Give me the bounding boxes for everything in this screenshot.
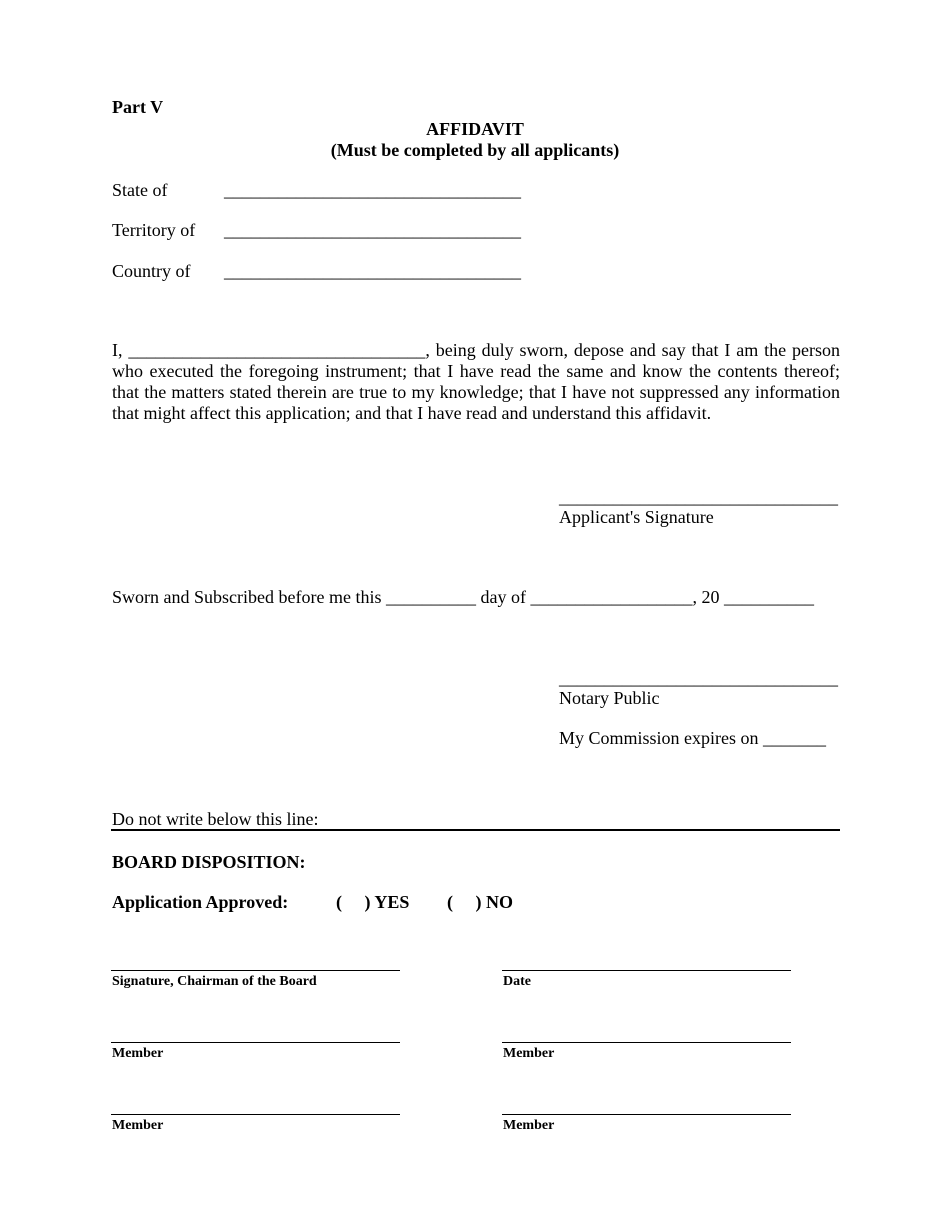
sworn-day-field[interactable]: __________: [385, 587, 476, 607]
state-label: State of: [112, 180, 168, 200]
document-subtitle: (Must be completed by all applicants): [330, 140, 620, 160]
document-title: AFFIDAVIT: [426, 119, 524, 139]
chairman-signature-field[interactable]: [111, 970, 400, 971]
date-field[interactable]: [502, 970, 791, 971]
applicant-signature-field[interactable]: _______________________________: [559, 487, 838, 507]
territory-field[interactable]: _________________________________: [224, 220, 521, 240]
oath-paragraph: [112, 340, 840, 424]
country-label: Country of: [112, 261, 191, 281]
chairman-signature-label: Signature, Chairman of the Board: [112, 974, 317, 989]
notary-signature-field[interactable]: _______________________________: [559, 668, 838, 688]
member-label: Member: [503, 1118, 555, 1133]
commission-line: [559, 727, 826, 749]
notary-label: Notary Public: [559, 688, 660, 708]
part-label: Part V: [112, 97, 164, 117]
sworn-month-field[interactable]: __________________: [530, 587, 693, 607]
country-field[interactable]: _________________________________: [224, 261, 521, 281]
territory-label: Territory of: [112, 220, 196, 240]
state-field[interactable]: _________________________________: [224, 180, 521, 200]
member-signature-field-2[interactable]: [502, 1042, 791, 1043]
office-use-divider: [111, 829, 840, 831]
sworn-text-b: day of: [480, 587, 526, 607]
application-approved-label: Application Approved:: [112, 892, 289, 912]
oath-text: , being duly sworn, depose and say that I am the person who executed the foregoing instrument; that I have read the same and know the contents thereof; that the matters stated therein are true to my knowledge; that I have not suppressed any information that might affect this application; and that I have read and understand this affidavit.: [112, 340, 840, 423]
member-signature-field-3[interactable]: [111, 1114, 400, 1115]
applicant-signature-label: Applicant's Signature: [559, 507, 714, 527]
date-label: Date: [503, 974, 531, 989]
oath-prefix: I,: [112, 340, 123, 360]
commission-label: My Commission expires on: [559, 728, 759, 748]
sworn-text-a: Sworn and Subscribed before me this: [112, 587, 382, 607]
sworn-text-c: , 20: [692, 587, 720, 607]
member-label: Member: [112, 1046, 164, 1061]
member-label: Member: [503, 1046, 555, 1061]
member-label: Member: [112, 1118, 164, 1133]
affiant-name-field[interactable]: _________________________________: [128, 340, 426, 360]
do-not-write-label: Do not write below this line:: [112, 809, 319, 829]
sworn-line: [112, 586, 814, 608]
board-disposition-heading: BOARD DISPOSITION:: [112, 852, 306, 872]
member-signature-field-4[interactable]: [502, 1114, 791, 1115]
member-signature-field-1[interactable]: [111, 1042, 400, 1043]
approved-yes-checkbox[interactable]: ( ) YES: [336, 892, 410, 912]
approved-no-checkbox[interactable]: ( ) NO: [447, 892, 513, 912]
commission-expiry-field[interactable]: _______: [763, 728, 827, 748]
sworn-year-field[interactable]: __________: [723, 587, 814, 607]
